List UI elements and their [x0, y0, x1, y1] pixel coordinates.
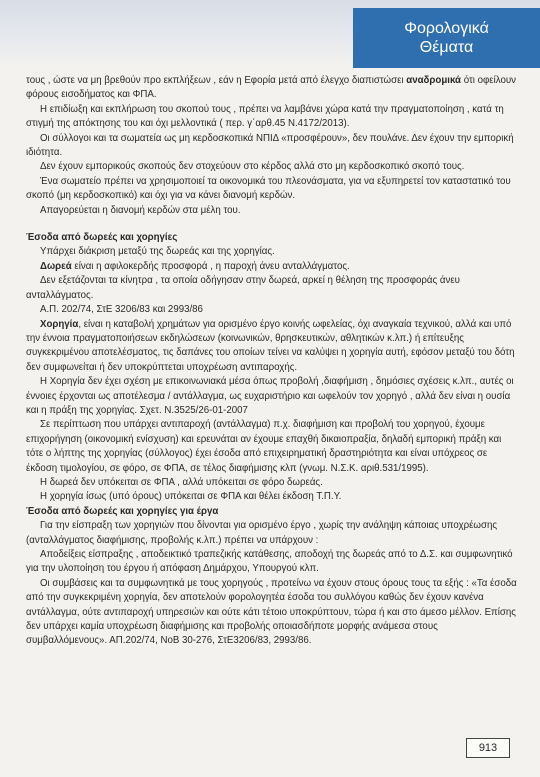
text: , είναι η καταβολή χρημάτων για ορισμένο έργο κοινής ωφελείας, όχι αναγκαία τεχνικού, αλλά και υπό την έννοια πραγματοποιήσεων εκδηλώσεων (κοινωνικών, θρησκευτικών, αθλητικών κ.λπ.) ή επίτευξης συγκεκριμένου αποτελέσματος, τις δαπάνες του οποίων τείνει να καλύψει η χορηγία αυτή, εφόσον μεταξύ του δότη δεν συμφωνείται ή δεν υποκρύπτεται υποχρέωση αντιπαροχής.: [26, 318, 515, 373]
paragraph: Υπάρχει διάκριση μεταξύ της δωρεάς και της χορηγίας.: [40, 246, 275, 258]
paragraph: Για την είσπραξη των χορηγιών που δίνονται για ορισμένο έργο , χωρίς την ανάληψη κάποιας υποχρέωσης (ανταλλάγματος διαφήμισης, προβολής κ.λπ.) πρέπει να υπάρχουν :: [26, 520, 498, 546]
bold-term: Δωρεά: [40, 260, 72, 272]
paragraph: Απαγορεύεται η διανομή κερδών στα μέλη του.: [40, 204, 241, 216]
paragraph: Η επιδίωξη και εκπλήρωση του σκοπού τους , πρέπει να λαμβάνει χώρα κατά την πραγματοποίηση , κατά τη στιγμή της απόκτησης του και όχι μελλοντικά ( περ. γ΄αρθ.45 Ν.4172/2013).: [26, 103, 504, 130]
reference: Α.Π. 202/74, ΣτΕ 3206/83 και 2993/86: [40, 304, 203, 316]
section-heading: Έσοδα από δωρεές και χορηγίες για έργα: [26, 505, 219, 517]
section-title-box: [353, 8, 540, 68]
bold-term: Χορηγία: [40, 318, 79, 330]
paragraph: Οι συμβάσεις και τα συμφωνητικά με τους χορηγούς , προτείνω να έχουν στους όρους τους τα εξής : «Τα έσοδα από την συγκεκριμένη χορηγία, δεν αποτελούν φορολογητέα έσοδα του συλλόγου καθώς δεν έχουν κανένα αντάλλαγμα, ούτε αντιπαροχή υπηρεσιών και ούτε κάτι τέτοιο υποκρύπτουν, τώρα ή και στο άμεσο μέλλον. Επίσης δεν υπάρχει καμία υποχρέωση διαφήμισης και προβολής οποιασδήποτε μορφής ανάμεσα στους συμβαλλόμενους». ΑΠ.202/74, ΝοΒ 30-276, ΣτΕ3206/83, 2993/86.: [26, 577, 517, 647]
paragraph: [26, 260, 518, 274]
text: ότι οφείλουν φόρους εισοδήματος και ΦΠΑ.: [26, 75, 516, 101]
section-title-line1: Φορολογικά: [404, 20, 489, 37]
text: τους , ώστε να μη βρεθούν προ εκπλήξεων , εάν η Εφορία μετά από έλεγχο διαπιστώσει: [26, 75, 407, 86]
page-body: [26, 74, 518, 649]
spacer: [26, 218, 518, 231]
paragraph: Η Χορηγία δεν έχει σχέση με επικοινωνιακά μέσα όπως προβολή ,διαφήμιση , δημόσιες σχέσεις κ.λπ., αυτές οι έννοιες έρχονται ως αποτέλεσμα / αντάλλαγμα, ως ευχαριστήριο και ωφελούν τον χορηγό , αλλά δεν είναι η ουσία και η πράξη της χορηγίας. Σχετ. Ν.3525/26-01-2007: [26, 376, 514, 416]
paragraph: Η χορηγία ίσως (υπό όρους) υπόκειται σε ΦΠΑ και θέλει έκδοση Τ.Π.Υ.: [40, 491, 342, 503]
paragraph: Ένα σωματείο πρέπει να χρησιμοποιεί τα οικονομικά του πλεονάσματα, για να εξυπηρετεί τον καταστατικό του σκοπό (μη κερδοσκοπικό) και όχι για να κάνει διανομή κερδών.: [26, 175, 511, 202]
paragraph: Δεν έχουν εμπορικούς σκοπούς δεν στοχεύουν στο κέρδος αλλά στο μη κερδοσκοπικό σκοπό τους.: [40, 161, 465, 173]
paragraph: Σε περίπτωση που υπάρχει αντιπαροχή (αντάλλαγμα) π.χ. διαφήμιση και προβολή του χορηγού, έχουμε επιχορήγηση (οικονομική ενίσχυση) και ερευνάται αν έχουμε επαχθή δικαιοπραξία, δηλαδή εμπορική πράξη και τότε ο λήπτης της χορηγίας (σύλλογος) έχει έσοδα από επιχειρηματική δραστηριότητα και είναι υπόχρεος σε έκδοση τιμολογίου, σε φόρο, σε ΦΠΑ, σε τέλος διαφήμισης κλπ (γνωμ. Ν.Σ.Κ. αριθ.531/1995).: [26, 419, 502, 474]
paragraph: Οι σύλλογοι και τα σωματεία ως μη κερδοσκοπικά ΝΠΙΔ «προσφέρουν», δεν πουλάνε. Δεν έχουν την εμπορική ιδιότητα.: [26, 132, 514, 159]
paragraph: Η δωρεά δεν υπόκειται σε ΦΠΑ , αλλά υπόκειται σε φόρο δωρεάς.: [40, 476, 323, 488]
paragraph: Δεν εξετάζονται τα κίνητρα , τα οποία οδήγησαν στην δωρεά, αρκεί η θέληση της προσφοράς άνευ ανταλλάγματος.: [26, 275, 460, 301]
page-number: 913: [466, 738, 510, 758]
paragraph: [26, 74, 518, 103]
section-title-line2: Θέματα: [419, 39, 474, 56]
paragraph: Αποδείξεις είσπραξης , αποδεικτικό τραπεζικής κατάθεσης, αποδοχή της δωρεάς από το Δ.Σ. και συμφωνητικό για την υλοποίηση του έργου ή απόφαση Δημάρχου, Υπουργού κλπ.: [26, 549, 513, 575]
bold-term: αναδρομικά: [406, 75, 461, 86]
paragraph: [26, 318, 518, 376]
section-heading: Έσοδα από δωρεές και χορηγίες: [26, 232, 178, 244]
text: είναι η αφιλοκερδής προσφορά , η παροχή άνευ ανταλλάγματος.: [71, 260, 350, 272]
